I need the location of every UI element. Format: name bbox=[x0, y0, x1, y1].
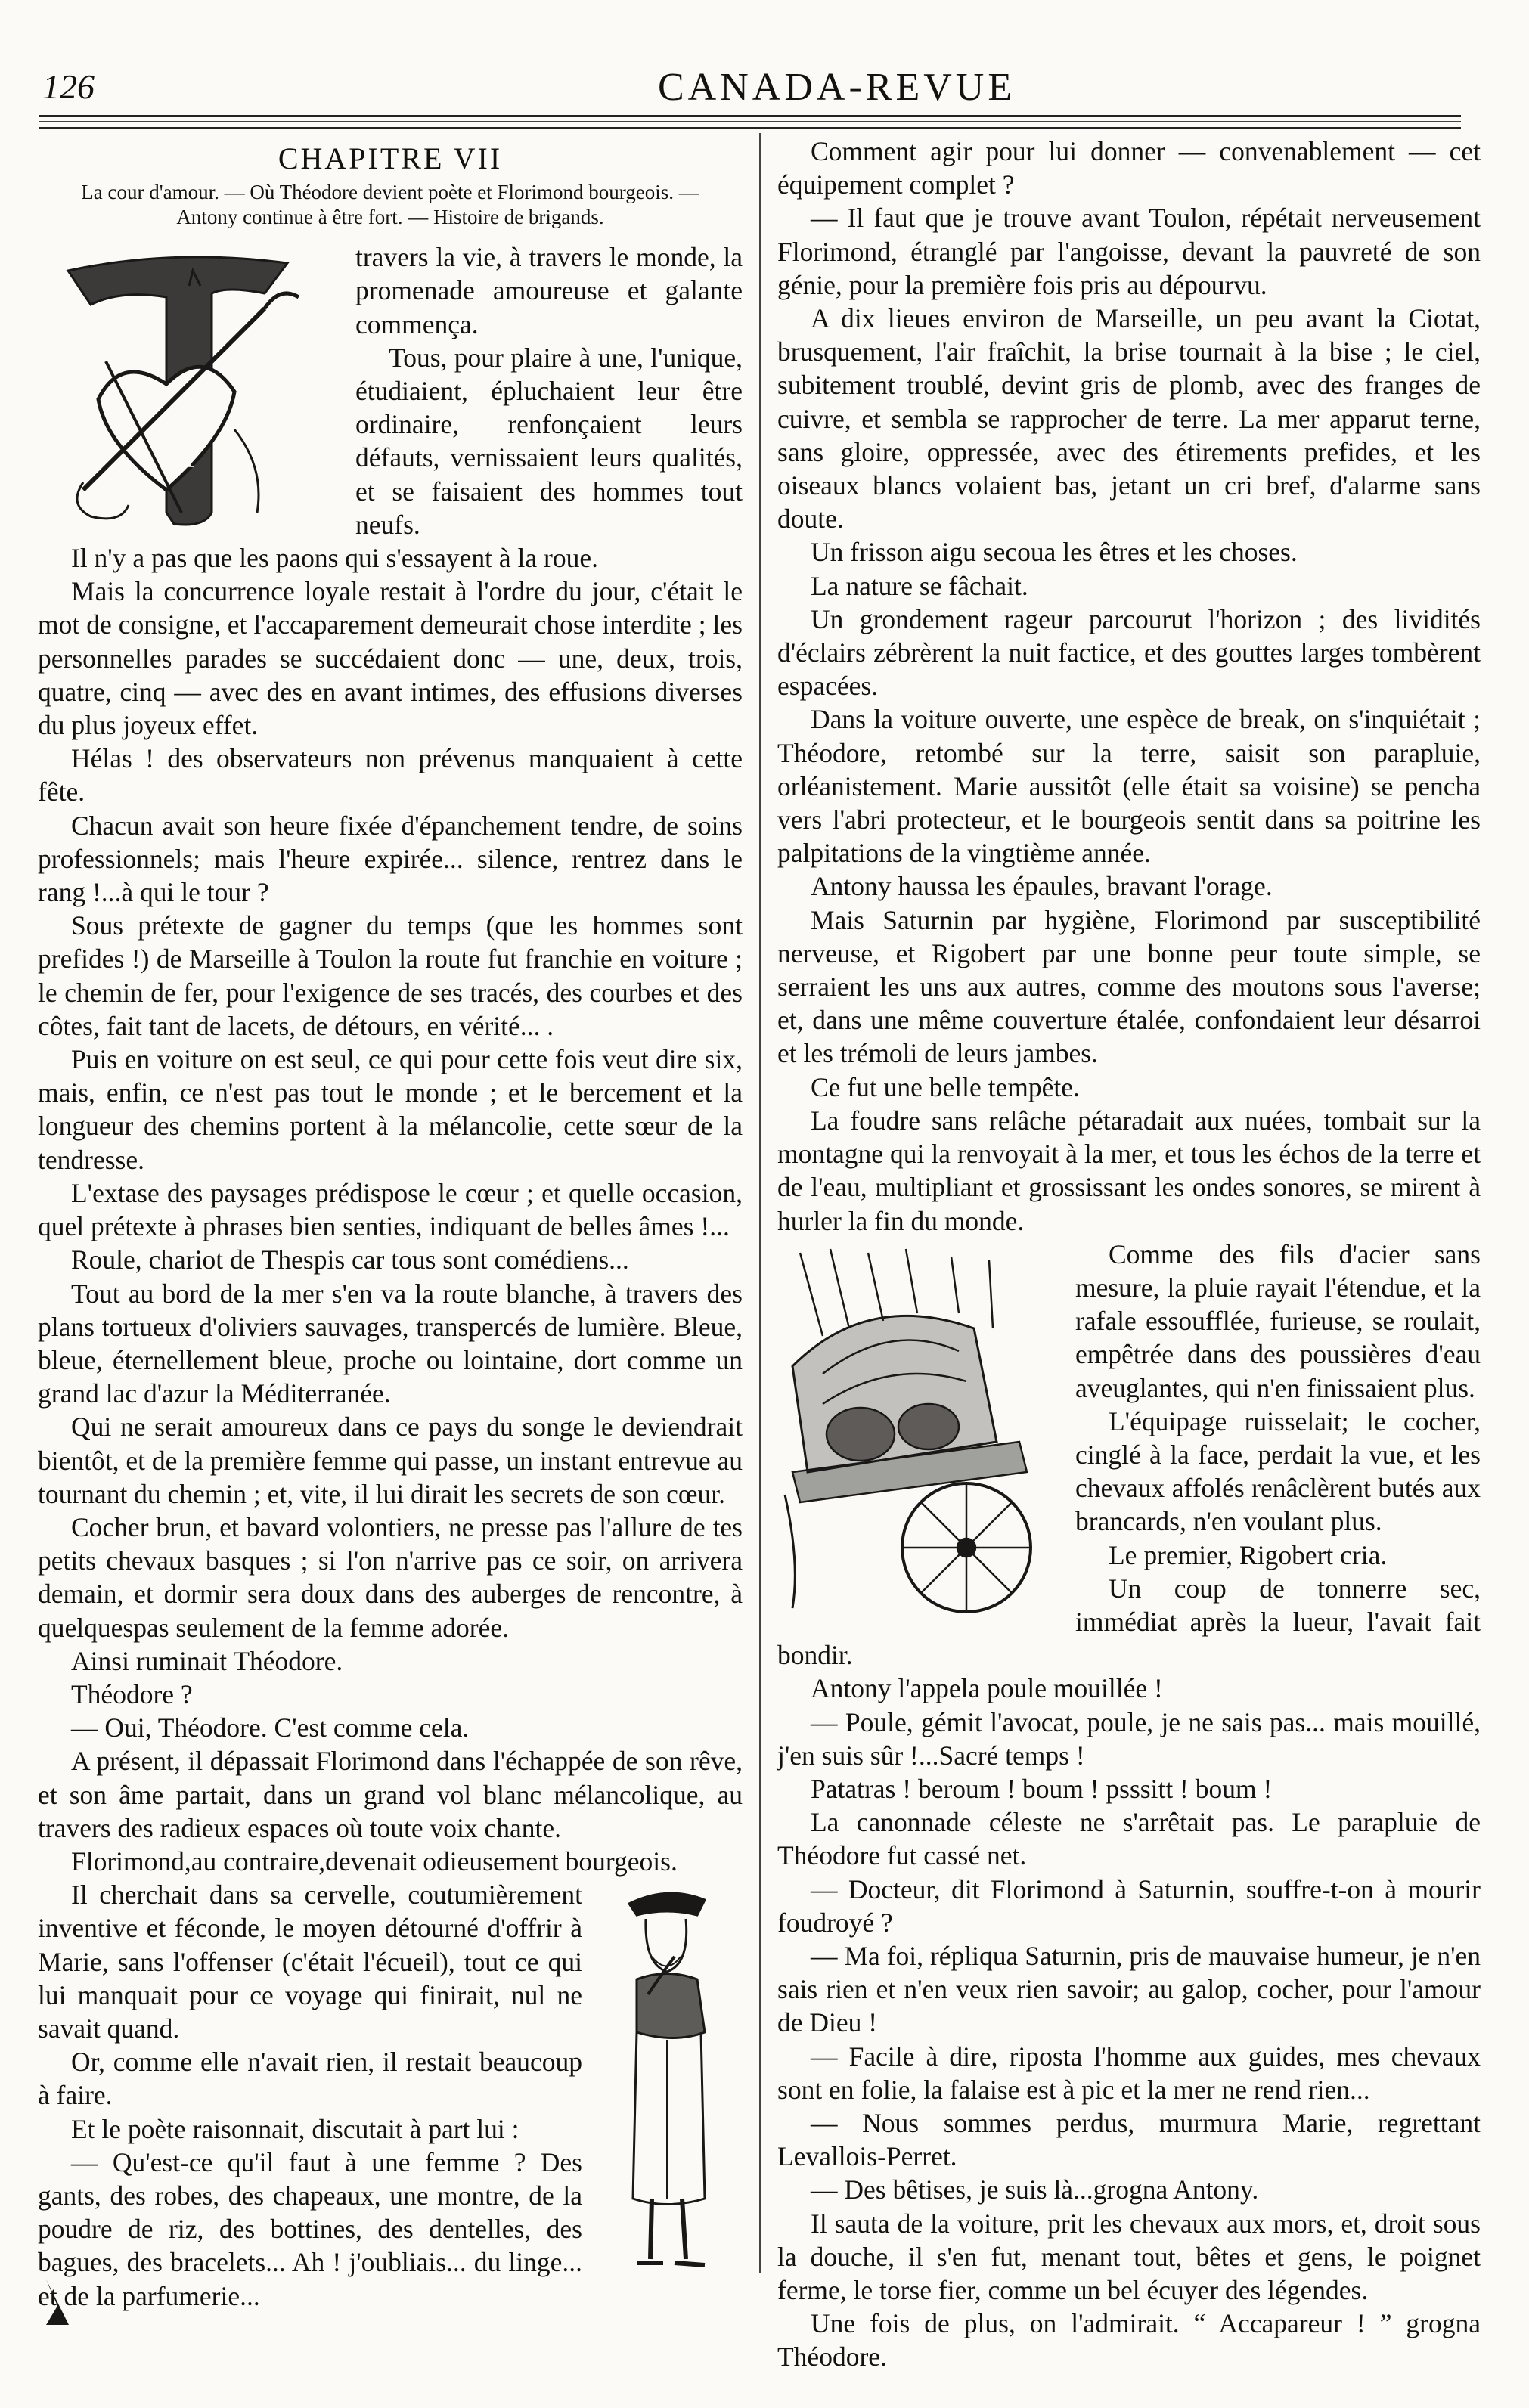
running-title: CANADA-REVUE bbox=[658, 66, 1016, 109]
left-column bbox=[38, 135, 743, 2313]
paragraph: Mais Saturnin par hygiène, Florimond par susceptibilité nerveuse, et Rigobert par une bonne peur toute simple, se serraient les uns aux autres, comme des moutons sous l'averse; et, dans une même couverture étalée, confondaient leur désarroi et les trémoli de leurs jambes. bbox=[777, 904, 1481, 1069]
ornamental-initial-heart-umbrella-icon bbox=[38, 240, 348, 535]
paragraph: — Ma foi, répliqua Saturnin, pris de mauvaise humeur, je n'en sais rien et n'en veux rien savoir; au galop, cocher, pour l'amour de Dieu ! bbox=[777, 1940, 1481, 2038]
page-number: 126 bbox=[42, 67, 95, 106]
carriage-in-rain-illustration bbox=[777, 1245, 1065, 1631]
paragraph: Florimond,au contraire,devenait odieusement bourgeois. bbox=[71, 1846, 678, 1877]
paragraph: Roule, chariot de Thespis car tous sont comédiens... bbox=[71, 1244, 629, 1275]
paragraph: — Il faut que je trouve avant Toulon, répétait nerveusement Florimond, étranglé par l'angoisse, devant la pauvreté de son génie, pour la première fois pris au dépourvu. bbox=[777, 203, 1481, 300]
header-rule bbox=[39, 115, 1461, 117]
paragraph: Tout au bord de la mer s'en va la route blanche, à travers des plans tortueux d'oliviers sauvages, transpercés de lumière. Bleue, bleue, éternellement bleue, proche ou lointaine, dort comme un grand lac d'azur la Méditerranée. bbox=[38, 1278, 743, 1409]
paragraph: travers la vie, à travers le monde, la promenade amoureuse et galante commença. bbox=[355, 242, 743, 339]
paragraph: Et le poète raisonnait, discutait à part lui : bbox=[71, 2113, 519, 2144]
paragraph: Ainsi ruminait Théodore. bbox=[71, 1645, 343, 1676]
corner-ornament-icon bbox=[42, 2276, 73, 2332]
paragraph: Comme des fils d'acier sans mesure, la pluie rayait l'étendue, et la rafale essoufflée, furieuse, se roulait, empêtrée dans des poussières d'eau aveuglantes, qui n'en finissaient plus. bbox=[1075, 1238, 1481, 1403]
paragraph: Il cherchait dans sa cervelle, coutumièrement inventive et féconde, le moyen détourné d'offrir à Marie, sans l'offenser (c'était l'écueil), tout ce qui lui manquait pour ce voyage qui finirait, nul ne savait quand. bbox=[38, 1880, 582, 2044]
paragraph: Théodore ? bbox=[71, 1678, 193, 1709]
paragraph: Cocher brun, et bavard volontiers, ne presse pas l'allure de tes petits chevaux basques ; si l'on n'arrive pas ce soir, on arrivera demain, et dormir sera doux dans des auberges de rencontre, à quelquespas seulement de la femme adorée. bbox=[38, 1511, 743, 1643]
paragraph: Dans la voiture ouverte, une espèce de break, on s'inquiétait ; Théodore, retombé sur la terre, saisit son parapluie, orléanistement. Marie aussitôt (elle était sa voisine) se pencha vers l'abri protecteur, et le bourgeois sentit dans sa poitrine les palpitations de la vingtième année. bbox=[777, 704, 1481, 869]
paragraph: Une fois de plus, on l'admirait. “ Accapareur ! ” grogna Théodore. bbox=[777, 2308, 1481, 2372]
paragraph: Il sauta de la voiture, prit les chevaux aux mors, et, droit sous la douche, il s'en fut, menant tout, bêtes et gens, le poignet ferme, le torse fier, comme un bel écuyer des légendes. bbox=[777, 2208, 1481, 2305]
paragraph: La foudre sans relâche pétaradait aux nuées, tombait sur la montagne qui la renvoyait à la mer, et tous les échos de la terre et de l'eau, multipliant et grossissant les ondes sonores, se mirent à hurler la fin du monde. bbox=[777, 1105, 1481, 1236]
paragraph: Hélas ! des observateurs non prévenus manquaient à cette fête. bbox=[38, 743, 743, 807]
paragraph: Antony haussa les épaules, bravant l'orage. bbox=[811, 871, 1273, 902]
initial-letter: T bbox=[178, 435, 200, 476]
paragraph: A présent, il dépassait Florimond dans l'échappée de son rêve, et son âme partait, dans un grand vol blanc mélancolique, au travers des radieux espaces où toute voix chante. bbox=[38, 1746, 743, 1843]
paragraph: Mais la concurrence loyale restait à l'ordre du jour, c'était le mot de consigne, et l'accaparement demeurait chose interdite ; les personnelles parades se succédaient donc — une, deux, trois, quatre, cinq — avec des en avant intimes, des effusions diverses du plus joyeux effet. bbox=[38, 576, 743, 741]
paragraph: — Oui, Théodore. C'est comme cela. bbox=[71, 1712, 470, 1743]
man-with-hat-illustration bbox=[591, 1881, 743, 2289]
right-column bbox=[777, 135, 1481, 2374]
paragraph: — Facile à dire, riposta l'homme aux guides, mes chevaux sont en folie, la falaise est à pic et la mer ne rend rien... bbox=[777, 2041, 1481, 2105]
paragraph: Qui ne serait amoureux dans ce pays du songe le deviendrait bientôt, et de la première femme qui passe, un instant entrevue au tournant du chemin ; et, vite, il lui dirait les secrets de son cœur. bbox=[38, 1412, 743, 1509]
paragraph: Antony l'appela poule mouillée ! bbox=[811, 1673, 1163, 1704]
page-header bbox=[0, 0, 1529, 136]
paragraph: L'équipage ruisselait; le cocher, cinglé à la face, perdait la vue, et les chevaux affolés renâclèrent butés aux brancards, n'en voulant plus. bbox=[1075, 1405, 1481, 1537]
paragraph: Patatras ! beroum ! boum ! psssitt ! boum ! bbox=[811, 1773, 1273, 1804]
paragraph: Sous prétexte de gagner du temps (que les hommes sont prefides !) de Marseille à Toulon la route fut franchie en voiture ; le chemin de fer, pour l'exigence de ses tracés, des courbes et des côtes, fait tant de lacets, de détours, en vérité... . bbox=[38, 910, 743, 1041]
paragraph: Comment agir pour lui donner — convenablement — cet équipement complet ? bbox=[777, 136, 1481, 200]
paragraph: Puis en voiture on est seul, ce qui pour cette fois veut dire six, mais, enfin, ce n'est pas tout le monde ; et le bercement et la longueur des chemins portent à la mélancolie, cette sœur de la tendresse. bbox=[38, 1044, 743, 1175]
paragraph: Un grondement rageur parcourut l'horizon ; des lividités d'éclairs zébrèrent la nuit factice, et des gouttes larges tombèrent espacées. bbox=[777, 603, 1481, 702]
paragraph: Tous, pour plaire à une, l'unique, étudiaient, épluchaient leur être ordinaire, renfonçaient leurs défauts, vernissaient leurs qualités, et se faisaient des hommes tout neufs. bbox=[355, 342, 743, 540]
paragraph: La nature se fâchait. bbox=[811, 570, 1028, 601]
paragraph: L'extase des paysages prédispose le cœur ; et quelle occasion, quel prétexte à phrases bien senties, indiquant de belles âmes !... bbox=[38, 1177, 743, 1242]
chapter-summary: La cour d'amour. — Où Théodore devient poète et Florimond bourgeois. — Antony continue à être fort. — Histoire de brigands. bbox=[81, 181, 699, 229]
header-rule bbox=[39, 127, 1461, 129]
paragraph: Le premier, Rigobert cria. bbox=[1109, 1539, 1388, 1570]
paragraph: Il n'y a pas que les paons qui s'essayent à la roue. bbox=[71, 543, 598, 574]
paragraph: Chacun avait son heure fixée d'épanchement tendre, de soins professionnels; mais l'heure expirée... silence, rentrez dans le rang !...à qui le tour ? bbox=[38, 810, 743, 908]
paragraph: — Qu'est-ce qu'il faut à une femme ? Des gants, des robes, des chapeaux, une montre, de la poudre de riz, des bottines, des dentelles, des bagues, des bracelets... Ah ! j'oubliais... du linge... et de la parfumerie... bbox=[38, 2146, 582, 2311]
paragraph: — Des bêtises, je suis là...grogna Antony. bbox=[811, 2174, 1259, 2205]
paragraph: Un frisson aigu secoua les êtres et les choses. bbox=[811, 537, 1298, 568]
chapter-title: CHAPITRE VII bbox=[278, 141, 503, 175]
paragraph: Un coup de tonnerre sec, immédiat après la lueur, l'avait fait bondir. bbox=[777, 1573, 1481, 1671]
header-rule bbox=[39, 121, 1461, 122]
paragraph: — Docteur, dit Florimond à Saturnin, souffre-t-on à mourir foudroyé ? bbox=[777, 1873, 1481, 1938]
paragraph: — Nous sommes perdus, murmura Marie, regrettant Levallois-Perret. bbox=[777, 2107, 1481, 2172]
column-divider bbox=[759, 133, 761, 2273]
paragraph: Ce fut une belle tempête. bbox=[811, 1071, 1080, 1102]
paragraph: La canonnade céleste ne s'arrêtait pas. Le parapluie de Théodore fut cassé net. bbox=[777, 1807, 1481, 1871]
paragraph: A dix lieues environ de Marseille, un peu avant la Ciotat, brusquement, l'air fraîchit, la brise tournait à la bise ; le ciel, subitement troublé, devint gris de plomb, avec des franges de cuivre, et sembla se rapprocher de terre. La mer apparut terne, sans gloire, oppressée, avec des étirements prefides, et les oiseaux blancs volaient bas, jetant un cri bref, d'alarme sans doute. bbox=[777, 303, 1481, 535]
paragraph: — Poule, gémit l'avocat, poule, je ne sais pas... mais mouillé, j'en suis sûr !...Sacré temps ! bbox=[777, 1706, 1481, 1771]
paragraph: Or, comme elle n'avait rien, il restait beaucoup à faire. bbox=[38, 2047, 582, 2111]
